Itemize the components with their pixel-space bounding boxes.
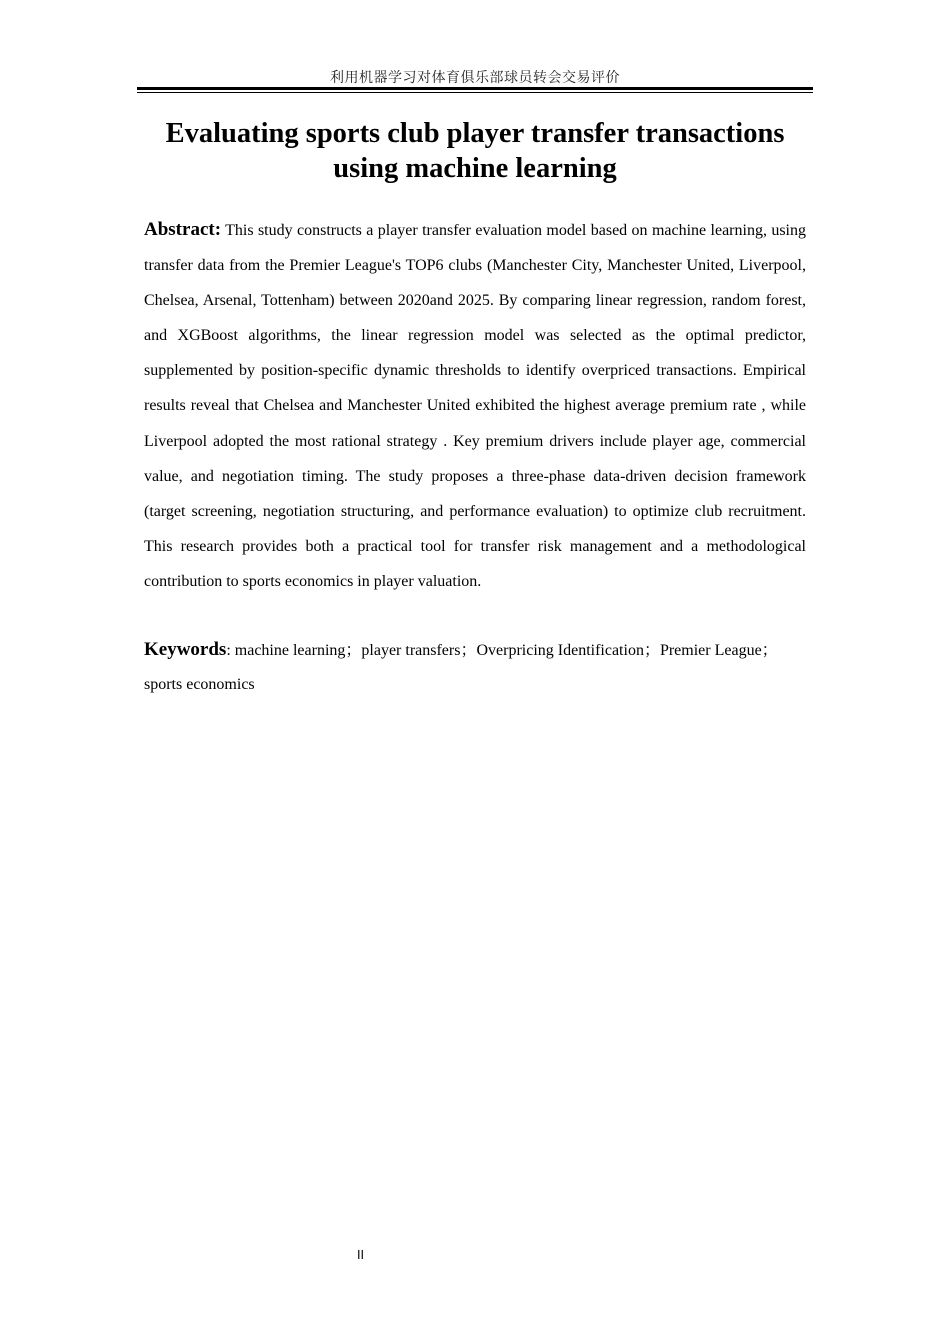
paper-title: Evaluating sports club player transfer transactions using machine learning [165, 118, 785, 184]
header-rule-thick [137, 87, 813, 90]
abstract-label: Abstract: [144, 219, 222, 240]
page-number: II [357, 1248, 365, 1262]
running-header: 利用机器学习对体育俱乐部球员转会交易评价 [330, 70, 620, 86]
header-rule-thin [137, 92, 813, 93]
abstract-text: This study constructs a player transfer evaluation model based on machine learning, using transfer data from the Premier League's TOP6 clubs (Manchester City, Manchester United, Liverpool, Chelsea, Arsenal, Tottenham) between 2020and 2025. By comparing linear regression, random forest, and XGBoost algorithms, the linear regression model was selected as the optimal predictor, supplemented by position-specific dynamic thresholds to identify overpriced transactions. Empirical results reveal that Chelsea and Manchester United exhibited the highest average premium rate , while Liverpool adopted the most rational strategy . Key premium drivers include player age, commercial value, and negotiation timing. The study proposes a three-phase data-driven decision framework (target screening, negotiation structuring, and performance evaluation) to optimize club recruitment. This research provides both a practical tool for transfer risk management and a methodological contribution to sports economics in player valuation. [144, 222, 806, 590]
keywords-paragraph [144, 633, 806, 702]
keywords-text: : machine learning；player transfers；Overpricing Identification；Premier League；sports economics [144, 642, 778, 693]
abstract-paragraph [144, 212, 806, 599]
keywords-label: Keywords [144, 639, 227, 660]
